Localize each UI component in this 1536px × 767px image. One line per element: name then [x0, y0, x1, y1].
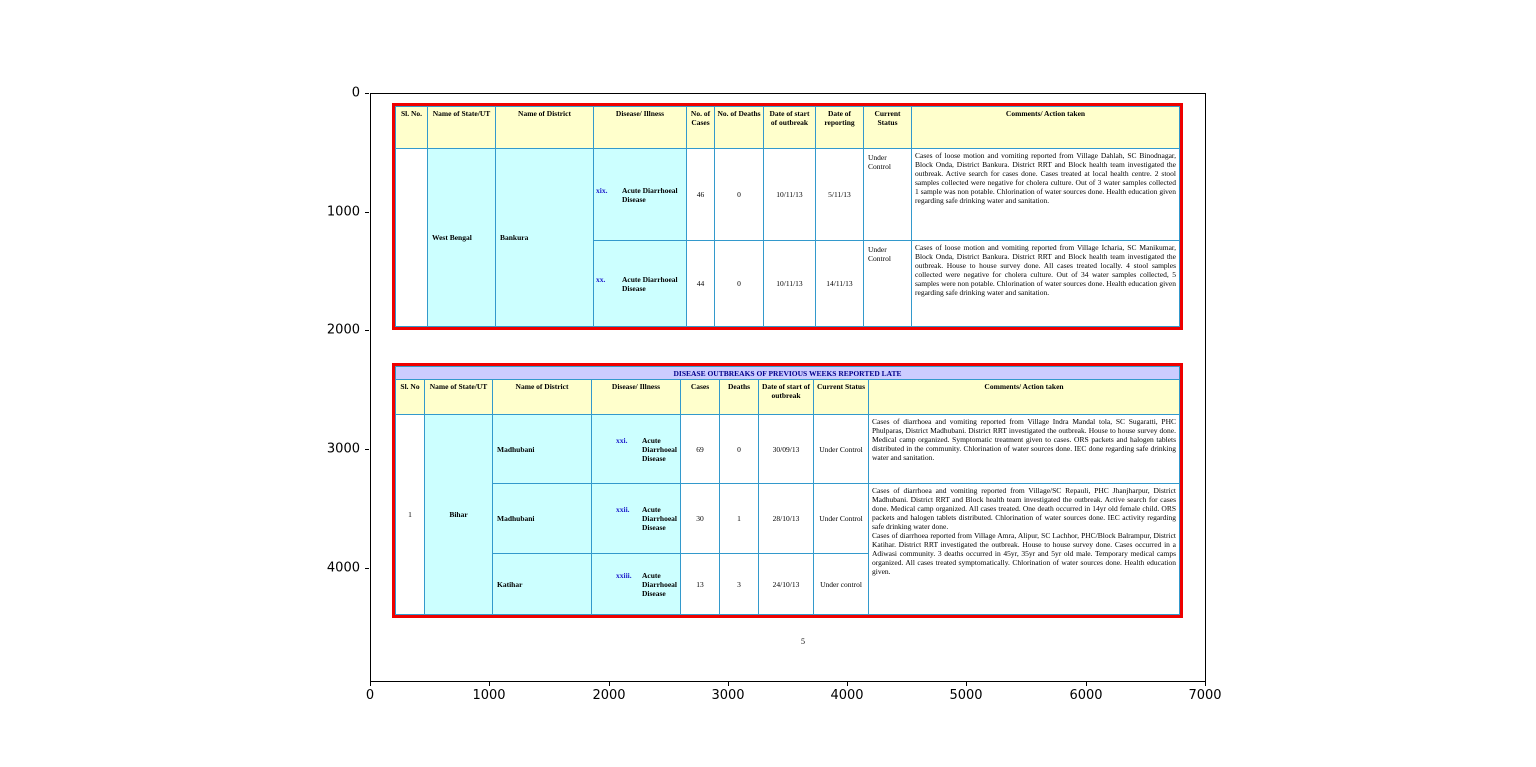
col-header-comments: Comments/ Action taken: [869, 380, 1180, 415]
y-tick-label: 0: [351, 85, 360, 101]
cell-status: Under Control: [864, 149, 912, 241]
y-tick: [365, 330, 369, 331]
cell-disease: [592, 484, 681, 554]
disease-numeral: xx.: [596, 274, 606, 284]
disease-numeral: xix.: [596, 185, 608, 195]
x-tick: [966, 682, 967, 686]
cell-disease: [592, 415, 681, 484]
cell-deaths: 0: [715, 149, 764, 241]
x-tick: [370, 682, 371, 686]
cell-district: Madhubani: [493, 484, 592, 554]
disease-name: Acute Diarrhoeal Disease: [642, 435, 677, 463]
disease-numeral: xxiii.: [616, 570, 632, 580]
x-tick-label: 7000: [1188, 688, 1222, 703]
outbreak-table-previous-weeks: [392, 363, 1183, 618]
disease-entry: [596, 275, 684, 293]
disease-entry: [596, 186, 684, 204]
comment-paragraph: Cases of diarrhoea reported from Village Amra, Alipur, SC Lachhor, PHC/Block Balrampur, District Katihar. District RRT investigated the outbreak. House to house survey done. Cases occurred in a Adiwasi community. 3 deaths occurred in 45yr, 35yr and 5yr old male. Temporary medical camps organized. All cases treated symptomatically. Chlorination of water sources done. Health education given.: [872, 531, 1176, 576]
table-row: [396, 484, 1180, 554]
cell-date-reporting: 5/11/13: [816, 149, 864, 241]
table-header-row: [396, 107, 1180, 149]
col-header-date-start: Date of start of outbreak: [759, 380, 814, 415]
cell-sl-no: 1: [396, 415, 425, 615]
cell-comments: Cases of loose motion and vomiting reported from Village Icharia, SC Manikumar, Block Onda, District Bankura. District RRT and Block health team investigated the outbreak. House to house survey done. All cases treated locally. 4 stool samples collected were negative for cholera culture. Out of 34 water samples collected, 5 samples were non potable. Chlorination of water sources done. Health education given regarding safe drinking water and sanitation.: [912, 241, 1180, 327]
y-tick: [365, 449, 369, 450]
outbreak-table-current-grid: [395, 106, 1180, 327]
col-header-cases: Cases: [681, 380, 720, 415]
outbreak-table-previous-grid: [395, 366, 1180, 615]
x-tick-label: 0: [365, 688, 375, 703]
cell-status: Under Control: [864, 241, 912, 327]
x-tick: [847, 682, 848, 686]
disease-entry: [594, 505, 678, 532]
x-tick: [489, 682, 490, 686]
y-tick-label: 1000: [326, 204, 360, 220]
col-header-sl-no: Sl. No.: [396, 107, 428, 149]
table-row: [396, 149, 1180, 241]
col-header-state: Name of State/UT: [425, 380, 493, 415]
col-header-sl-no: Sl. No: [396, 380, 425, 415]
cell-status: Under control: [814, 554, 869, 615]
cell-cases: 69: [681, 415, 720, 484]
cell-district: Bankura: [496, 149, 594, 327]
cell-comments: Cases of diarrhoea and vomiting reported from Village Indra Mandal tola, SC Sugaratti, PHC Phulparas, District Madhubani. District RRT investigated the outbreak. House to house survey done. Medical camp organized. Symptomatic treatment given to cases. ORS packets and halogen tablets distributed in the community. Chlorination of water sources done. IEC done regarding safe drinking water and sanitation.: [869, 415, 1180, 484]
cell-cases: 46: [687, 149, 715, 241]
y-tick: [365, 568, 369, 569]
disease-entry: [594, 436, 678, 463]
cell-date-start: 30/09/13: [759, 415, 814, 484]
cell-deaths: 3: [720, 554, 759, 615]
cell-state: Bihar: [425, 415, 493, 615]
x-tick: [609, 682, 610, 686]
cell-sl-no: [396, 149, 428, 327]
disease-numeral: xxi.: [616, 435, 628, 445]
cell-date-start: 10/11/13: [764, 149, 816, 241]
outbreak-table-current: [392, 103, 1183, 330]
cell-cases: 44: [687, 241, 715, 327]
col-header-date-start: Date of start of outbreak: [764, 107, 816, 149]
cell-date-start: 10/11/13: [764, 241, 816, 327]
comment-paragraph: Cases of diarrhoea and vomiting reported from Village/SC Repauli, PHC Jhanjharpur, District Madhubani. District RRT and Block health team investigated the outbreak. Active search for cases done. Medical camp organized. All cases treated. One death occurred in 14yr old female child. ORS packets and halogen tablets distributed. Chlorination of water sources done. IEC activity regarding safe drinking water done.: [872, 486, 1176, 531]
x-tick-label: 6000: [1069, 688, 1103, 703]
y-tick: [365, 212, 369, 213]
cell-state: West Bengal: [428, 149, 496, 327]
table-title-row: [396, 367, 1180, 380]
x-tick: [1205, 682, 1206, 686]
col-header-state: Name of State/UT: [428, 107, 496, 149]
col-header-deaths: Deaths: [720, 380, 759, 415]
disease-numeral: xxii.: [616, 505, 630, 514]
cell-date-start: 24/10/13: [759, 554, 814, 615]
y-tick-label: 2000: [326, 322, 360, 338]
col-header-status: Current Status: [864, 107, 912, 149]
x-tick-label: 3000: [711, 688, 745, 703]
x-tick: [1086, 682, 1087, 686]
page-number: 5: [801, 637, 805, 646]
cell-deaths: 0: [715, 241, 764, 327]
cell-disease: [594, 149, 687, 241]
y-tick: [365, 93, 369, 94]
col-header-district: Name of District: [496, 107, 594, 149]
disease-name: Acute Diarrhoeal Disease: [642, 570, 677, 598]
x-tick: [728, 682, 729, 686]
col-header-district: Name of District: [493, 380, 592, 415]
x-tick-label: 4000: [830, 688, 864, 703]
cell-district: Katihar: [493, 554, 592, 615]
y-tick-label: 3000: [326, 441, 360, 457]
x-tick-label: 2000: [592, 688, 626, 703]
col-header-deaths: No. of Deaths: [715, 107, 764, 149]
cell-deaths: 1: [720, 484, 759, 554]
y-tick-label: 4000: [326, 560, 360, 576]
cell-status: Under Control: [814, 415, 869, 484]
col-header-disease: Disease/ Illness: [592, 380, 681, 415]
table-title: DISEASE OUTBREAKS OF PREVIOUS WEEKS REPORTED LATE: [396, 367, 1180, 380]
cell-cases: 30: [681, 484, 720, 554]
disease-name: Acute Diarrhoeal Disease: [622, 185, 678, 204]
cell-comments-merged: [869, 484, 1180, 615]
col-header-cases: No. of Cases: [687, 107, 715, 149]
cell-cases: 13: [681, 554, 720, 615]
disease-name: Acute Diarrhoeal Disease: [622, 274, 678, 293]
col-header-disease: Disease/ Illness: [594, 107, 687, 149]
col-header-comments: Comments/ Action taken: [912, 107, 1180, 149]
x-tick-label: 5000: [949, 688, 983, 703]
col-header-status: Current Status: [814, 380, 869, 415]
cell-disease: [592, 554, 681, 615]
cell-comments: Cases of loose motion and vomiting reported from Village Dahlah, SC Binodnagar, Block Onda, District Bankura. District RRT and Block health team investigated the outbreak. Active search for cases done. Cases treated at local health centre. 2 stool samples collected were negative for cholera culture. Out of 3 water samples collected 1 sample was non potable. Chlorination of water sources done. Health education given regarding safe drinking water and sanitation.: [912, 149, 1180, 241]
table-header-row: [396, 380, 1180, 415]
table-row: [396, 415, 1180, 484]
cell-date-reporting: 14/11/13: [816, 241, 864, 327]
cell-disease: [594, 241, 687, 327]
cell-date-start: 28/10/13: [759, 484, 814, 554]
disease-name: Acute Diarrhoeal Disease: [642, 505, 677, 532]
cell-status: Under Control: [814, 484, 869, 554]
cell-district: Madhubani: [493, 415, 592, 484]
col-header-date-reporting: Date of reporting: [816, 107, 864, 149]
cell-deaths: 0: [720, 415, 759, 484]
disease-entry: [594, 571, 678, 598]
x-tick-label: 1000: [472, 688, 506, 703]
